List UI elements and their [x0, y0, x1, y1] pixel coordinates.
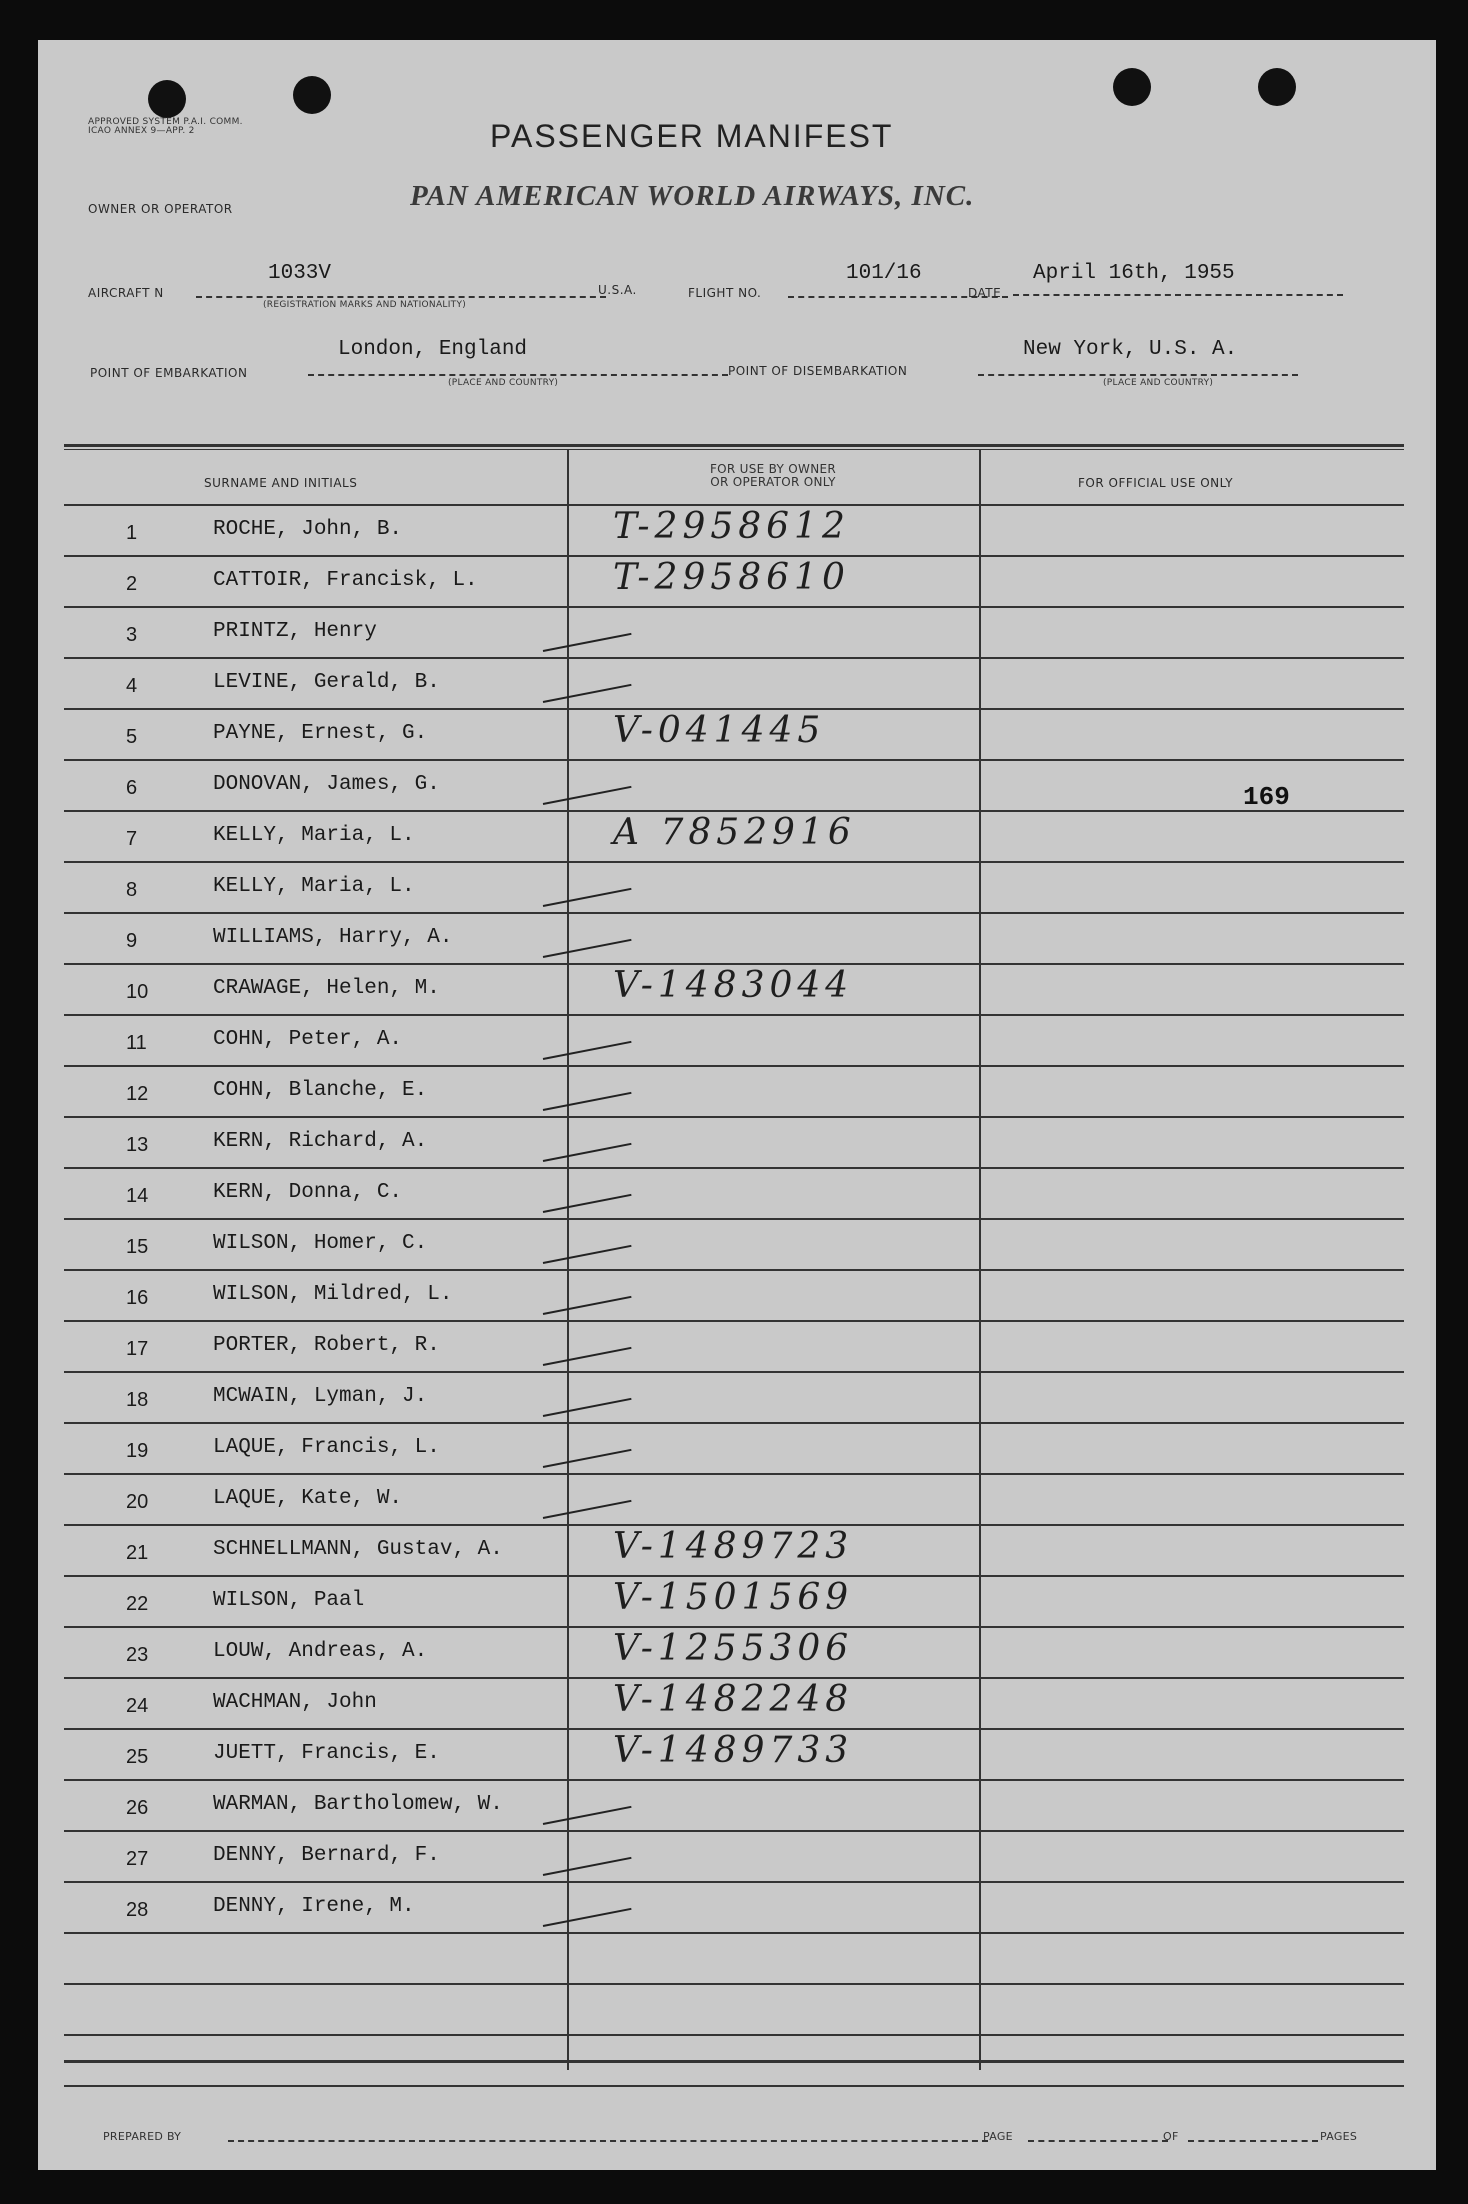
check-mark: [543, 939, 632, 958]
row-number: 24: [126, 1695, 149, 1717]
passenger-name: KERN, Richard, A.: [213, 1130, 428, 1153]
row-number: 27: [126, 1848, 149, 1870]
page-title: PASSENGER MANIFEST: [490, 118, 894, 154]
prepared-by-label: PREPARED BY: [103, 2130, 182, 2143]
check-mark: [543, 1041, 632, 1060]
check-mark: [543, 1092, 632, 1111]
row-number: 5: [126, 726, 138, 748]
row-rule: [64, 1881, 1404, 1883]
flight-label: FLIGHT NO.: [688, 286, 762, 300]
check-mark: [543, 1857, 632, 1876]
passenger-name: ROCHE, John, B.: [213, 518, 403, 541]
document-number: A 7852916: [613, 812, 856, 853]
row-number: 9: [126, 930, 138, 952]
punch-hole: [1113, 68, 1151, 106]
registration-caption: (REGISTRATION MARKS AND NATIONALITY): [263, 300, 467, 310]
row-rule: [64, 1065, 1404, 1067]
row-number: 7: [126, 828, 138, 850]
passenger-name: LAQUE, Kate, W.: [213, 1487, 403, 1510]
row-number: 21: [126, 1542, 149, 1564]
passenger-name: WILSON, Paal: [213, 1589, 365, 1612]
row-rule: [64, 1320, 1404, 1322]
check-mark: [543, 786, 632, 805]
row-number: 8: [126, 879, 138, 901]
row-number: 23: [126, 1644, 149, 1666]
check-mark: [543, 1194, 632, 1213]
row-number: 28: [126, 1899, 149, 1921]
row-number: 4: [126, 675, 138, 697]
passenger-name: LAQUE, Francis, L.: [213, 1436, 440, 1459]
row-rule: [64, 861, 1404, 863]
check-mark: [543, 684, 632, 703]
embarkation-value: London, England: [338, 338, 528, 361]
row-number: 26: [126, 1797, 149, 1819]
passenger-name: DENNY, Irene, M.: [213, 1895, 415, 1918]
passenger-name: COHN, Peter, A.: [213, 1028, 403, 1051]
row-rule: [64, 1218, 1404, 1220]
document-number: V-1489733: [613, 1730, 854, 1771]
operator-name: PAN AMERICAN WORLD AIRWAYS, INC.: [410, 180, 975, 212]
row-rule: [64, 657, 1404, 659]
row-rule: [64, 606, 1404, 608]
row-number: 11: [126, 1032, 147, 1054]
row-number: 1: [126, 522, 138, 544]
row-rule: [64, 759, 1404, 761]
row-rule: [64, 1830, 1404, 1832]
document-number: T-2958610: [613, 557, 850, 598]
document-number: V-1501569: [613, 1577, 854, 1618]
aircraft-value: 1033V: [268, 262, 332, 285]
passenger-name: WACHMAN, John: [213, 1691, 377, 1714]
approval-note: APPROVED SYSTEM P.A.I. COMM. ICAO ANNEX 9—APP. 2: [88, 117, 243, 136]
pages-label: PAGES: [1320, 2130, 1358, 2143]
check-mark: [543, 1500, 632, 1519]
passenger-name: SCHNELLMANN, Gustav, A.: [213, 1538, 503, 1561]
passenger-name: CATTOIR, Francisk, L.: [213, 569, 478, 592]
row-number: 3: [126, 624, 138, 646]
page-label: PAGE: [983, 2130, 1013, 2143]
passenger-name: WILSON, Mildred, L.: [213, 1283, 453, 1306]
disembarkation-value: New York, U.S. A.: [1023, 338, 1238, 361]
owner-label: OWNER OR OPERATOR: [88, 202, 233, 216]
document-number: V-1489723: [613, 1526, 854, 1567]
row-rule: [64, 1932, 1404, 1934]
row-number: 20: [126, 1491, 149, 1513]
row-rule: [64, 1116, 1404, 1118]
of-label: OF: [1163, 2130, 1179, 2143]
row-rule: [64, 2085, 1404, 2087]
row-number: 18: [126, 1389, 149, 1411]
column-header-name: SURNAME AND INITIALS: [204, 476, 358, 490]
document-number: V-041445: [613, 710, 826, 751]
row-number: 22: [126, 1593, 149, 1615]
check-mark: [543, 1245, 632, 1264]
check-mark: [543, 1143, 632, 1162]
disembarkation-label: POINT OF DISEMBARKATION: [728, 364, 908, 378]
passenger-name: JUETT, Francis, E.: [213, 1742, 440, 1765]
passenger-name: DONOVAN, James, G.: [213, 773, 440, 796]
flight-date: April 16th, 1955: [1033, 262, 1235, 285]
check-mark: [543, 633, 632, 652]
document-number: V-1483044: [613, 965, 854, 1006]
column-header-owner: FOR USE BY OWNER: [709, 462, 837, 476]
row-rule: [64, 912, 1404, 914]
row-number: 10: [126, 981, 149, 1003]
punch-hole: [293, 76, 331, 114]
check-mark: [543, 1398, 632, 1417]
passenger-name: WILSON, Homer, C.: [213, 1232, 428, 1255]
official-stamp: 169: [1243, 782, 1290, 812]
punch-hole: [148, 80, 186, 118]
row-number: 17: [126, 1338, 149, 1360]
row-number: 16: [126, 1287, 149, 1309]
row-number: 2: [126, 573, 138, 595]
passenger-name: DENNY, Bernard, F.: [213, 1844, 440, 1867]
passenger-name: COHN, Blanche, E.: [213, 1079, 428, 1102]
punch-hole: [1258, 68, 1296, 106]
row-rule: [64, 1473, 1404, 1475]
usa-label: U.S.A.: [598, 283, 637, 297]
place-caption: (PLACE AND COUNTRY): [448, 378, 559, 388]
passenger-name: PORTER, Robert, R.: [213, 1334, 440, 1357]
passenger-name: PAYNE, Ernest, G.: [213, 722, 428, 745]
document-number: V-1482248: [613, 1679, 854, 1720]
passenger-name: KELLY, Maria, L.: [213, 875, 415, 898]
check-mark: [543, 1296, 632, 1315]
passenger-name: KELLY, Maria, L.: [213, 824, 415, 847]
passenger-name: PRINTZ, Henry: [213, 620, 377, 643]
row-rule: [64, 1167, 1404, 1169]
passenger-name: WILLIAMS, Harry, A.: [213, 926, 453, 949]
flight-number: 101/16: [846, 262, 922, 285]
passenger-name: LOUW, Andreas, A.: [213, 1640, 428, 1663]
check-mark: [543, 1449, 632, 1468]
row-rule: [64, 1983, 1404, 1985]
passenger-name: MCWAIN, Lyman, J.: [213, 1385, 428, 1408]
row-rule: [64, 1779, 1404, 1781]
row-number: 25: [126, 1746, 149, 1768]
passenger-name: CRAWAGE, Helen, M.: [213, 977, 440, 1000]
row-rule: [64, 1014, 1404, 1016]
column-header-official: FOR OFFICIAL USE ONLY: [1078, 476, 1234, 490]
passenger-name: WARMAN, Bartholomew, W.: [213, 1793, 503, 1816]
check-mark: [543, 1806, 632, 1825]
row-number: 19: [126, 1440, 149, 1462]
passenger-name: KERN, Donna, C.: [213, 1181, 403, 1204]
row-rule: [64, 2034, 1404, 2036]
column-header-owner: OR OPERATOR ONLY: [710, 475, 836, 489]
passenger-name: LEVINE, Gerald, B.: [213, 671, 440, 694]
embarkation-label: POINT OF EMBARKATION: [90, 366, 248, 380]
row-number: 6: [126, 777, 138, 799]
date-label: DATE: [968, 286, 1002, 300]
row-rule: [64, 1269, 1404, 1271]
check-mark: [543, 888, 632, 907]
row-number: 13: [126, 1134, 149, 1156]
row-number: 12: [126, 1083, 149, 1105]
document-number: T-2958612: [613, 506, 850, 547]
check-mark: [543, 1347, 632, 1366]
row-number: 14: [126, 1185, 149, 1207]
row-rule: [64, 1422, 1404, 1424]
check-mark: [543, 1908, 632, 1927]
row-rule: [64, 1371, 1404, 1373]
aircraft-label: AIRCRAFT N: [88, 286, 164, 300]
row-number: 15: [126, 1236, 149, 1258]
manifest-sheet: [38, 40, 1436, 2170]
document-number: V-1255306: [613, 1628, 854, 1669]
place-caption: (PLACE AND COUNTRY): [1103, 378, 1214, 388]
